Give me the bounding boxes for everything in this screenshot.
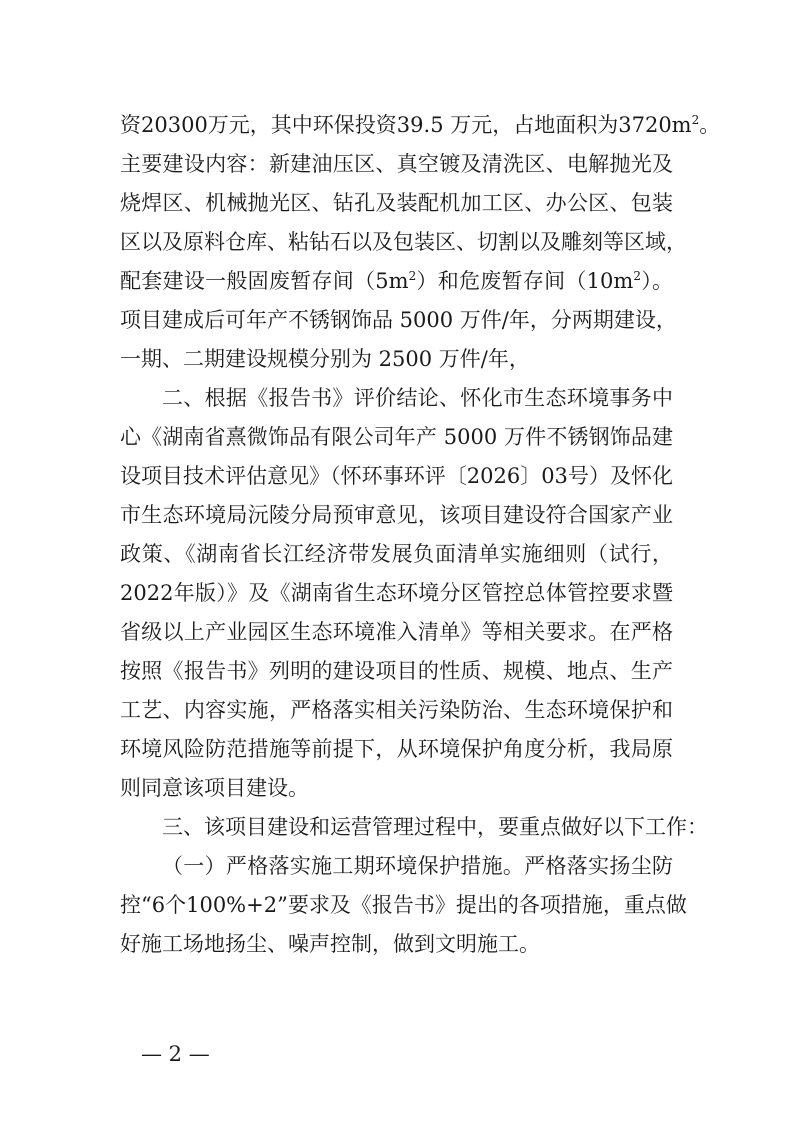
text-line: 工艺、内容实施，严格落实相关污染防治、生态环境保护和 (120, 698, 673, 722)
text-line: 按照《报告书》列明的建设项目的性质、规模、地点、生产 (120, 659, 673, 683)
text-line: 则同意该项目建设。 (120, 776, 309, 800)
paragraph-start: （一）严格落实施工期环境保护措施。严格落实扬尘防 (162, 854, 673, 878)
text-line: 控“6个100%+2”要求及《报告书》提出的各项措施，重点做 (120, 893, 687, 917)
text-line: 政策、《湖南省长江经济带发展负面清单实施细则（试行， (120, 542, 673, 566)
text-line: 设项目技术评估意见》（怀环事环评〔2026〕03号）及怀化 (120, 464, 673, 488)
text-line: 项目建成后可年产不锈钢饰品 5000 万件/年，分两期建设， (120, 308, 677, 332)
text-line: 市生态环境局沅陵分局预审意见，该项目建设符合国家产业 (120, 503, 673, 527)
paragraph-start: 三、该项目建设和运营管理过程中，要重点做好以下工作： (162, 815, 708, 839)
text-line: 好施工场地扬尘、噪声控制，做到文明施工。 (120, 932, 540, 956)
text-line: 区以及原料仓库、粘钻石以及包装区、切割以及雕刻等区域， (120, 230, 687, 254)
paragraph-start: 二、根据《报告书》评价结论、怀化市生态环境事务中 (162, 386, 673, 410)
text-line: 烧焊区、机械抛光区、钻孔及装配机加工区、办公区、包装 (120, 191, 673, 215)
text-line: 省级以上产业园区生态环境准入清单》等相关要求。在严格 (120, 620, 673, 644)
text-line: 2022年版）》及《湖南省生态环境分区管控总体管控要求暨 (120, 581, 673, 605)
text-line: 一期、二期建设规模分别为 2500 万件/年， (120, 347, 530, 371)
text-line: 配套建设一般固废暂存间$(5m^2)$和危废暂存间$(10m^2)$。 (120, 269, 674, 293)
text-line: 心《湖南省熹微饰品有限公司年产 5000 万件不锈钢饰品建 (120, 425, 673, 449)
text-line: 主要建设内容：新建油压区、真空镀及清洗区、电解抛光及 (120, 152, 673, 176)
page-number: — 2 — (141, 1042, 210, 1066)
text-line: 资20300万元，其中环保投资39.5 万元，占地面积为$3720m^2$。 (120, 113, 721, 137)
text-line: 环境风险防范措施等前提下，从环境保护角度分析，我局原 (120, 737, 673, 761)
